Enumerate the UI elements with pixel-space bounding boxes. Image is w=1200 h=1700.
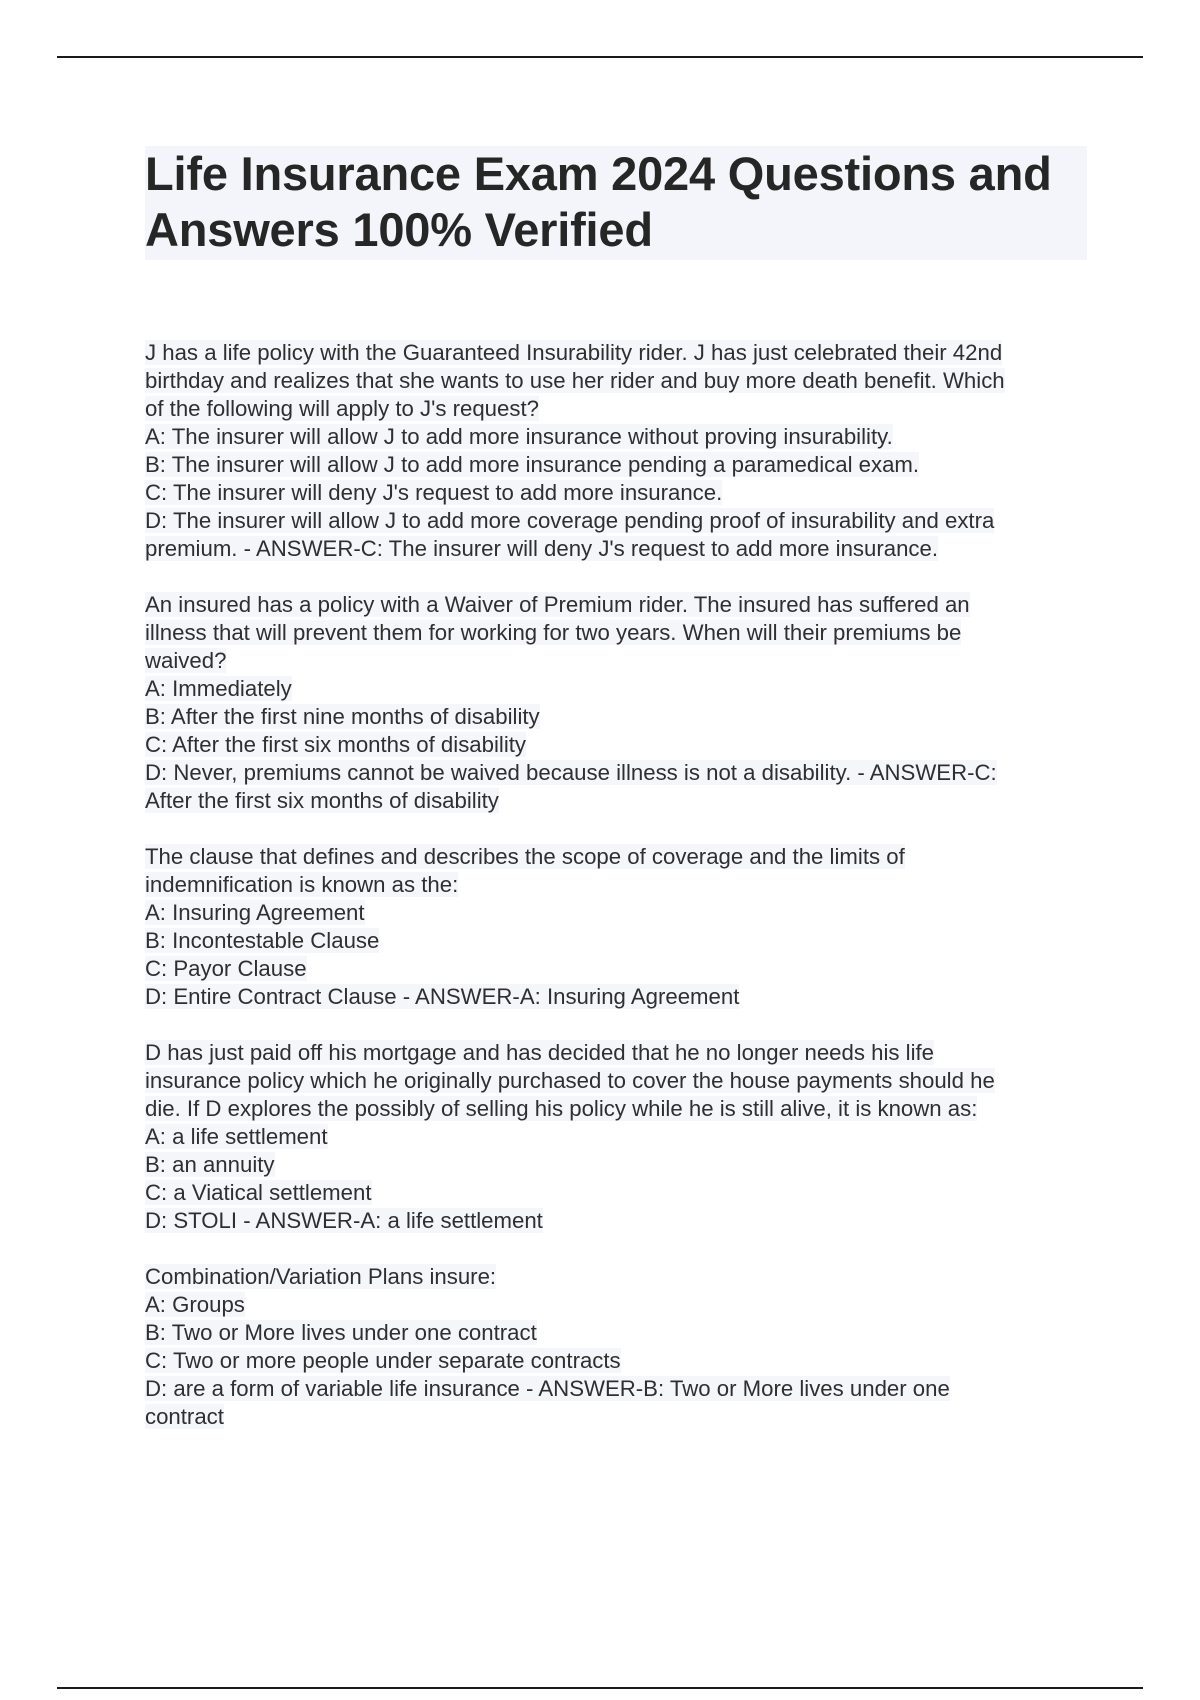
qa-list [145,339,1095,1459]
question-3-option-a: A: Insuring Agreement [145,900,365,925]
question-1-option-c: C: The insurer will deny J's request to add more insurance. [145,480,723,505]
question-4-line-1: D has just paid off his mortgage and has decided that he no longer needs his life [145,1040,934,1065]
question-1-line-2: birthday and realizes that she wants to use her rider and buy more death benefit. Which [145,368,1005,393]
question-4-option-a: A: a life settlement [145,1124,328,1149]
question-5 [145,1263,1095,1431]
question-5-line-1: Combination/Variation Plans insure: [145,1264,497,1289]
question-1-option-a: A: The insurer will allow J to add more insurance without proving insurability. [145,424,893,449]
question-5-option-a: A: Groups [145,1292,245,1317]
question-4 [145,1039,1095,1235]
question-1-line-3: of the following will apply to J's request? [145,396,539,421]
question-4-line-3: die. If D explores the possibly of selling his policy while he is still alive, it is known as: [145,1096,978,1121]
question-2-answer: After the first six months of disability [145,788,499,813]
bottom-divider [57,1687,1143,1689]
question-5-option-c: C: Two or more people under separate contracts [145,1348,621,1373]
question-1 [145,339,1095,563]
question-1-option-b: B: The insurer will allow J to add more insurance pending a paramedical exam. [145,452,920,477]
question-2-line-3: waived? [145,648,227,673]
page-title: Life Insurance Exam 2024 Questions and Answers 100% Verified [145,147,1052,256]
question-2-option-d: D: Never, premiums cannot be waived because illness is not a disability. - ANSWER-C: [145,760,997,785]
question-5-answer: contract [145,1404,224,1429]
question-1-option-d: D: The insurer will allow J to add more coverage pending proof of insurability and extra [145,508,995,533]
question-3-option-d-answer: D: Entire Contract Clause - ANSWER-A: Insuring Agreement [145,984,740,1009]
question-2-option-c: C: After the first six months of disability [145,732,527,757]
question-2-line-2: illness that will prevent them for working for two years. When will their premiums be [145,620,962,645]
question-4-line-2: insurance policy which he originally purchased to cover the house payments should he [145,1068,995,1093]
question-3 [145,843,1095,1011]
question-3-line-2: indemnification is known as the: [145,872,459,897]
question-3-line-1: The clause that defines and describes the scope of coverage and the limits of [145,844,905,869]
question-5-option-d: D: are a form of variable life insurance - ANSWER-B: Two or More lives under one [145,1376,950,1401]
question-4-option-c: C: a Viatical settlement [145,1180,372,1205]
top-divider [57,56,1143,58]
question-2 [145,591,1095,815]
question-2-option-a: A: Immediately [145,676,292,701]
question-1-answer: premium. - ANSWER-C: The insurer will deny J's request to add more insurance. [145,536,939,561]
question-3-option-b: B: Incontestable Clause [145,928,380,953]
question-5-option-b: B: Two or More lives under one contract [145,1320,537,1345]
question-3-option-c: C: Payor Clause [145,956,307,981]
question-4-option-b: B: an annuity [145,1152,275,1177]
question-2-option-b: B: After the first nine months of disability [145,704,540,729]
title-block [145,146,1087,260]
question-4-option-d-answer: D: STOLI - ANSWER-A: a life settlement [145,1208,543,1233]
question-2-line-1: An insured has a policy with a Waiver of Premium rider. The insured has suffered an [145,592,970,617]
question-1-line-1: J has a life policy with the Guaranteed Insurability rider. J has just celebrated their 42nd [145,340,1003,365]
